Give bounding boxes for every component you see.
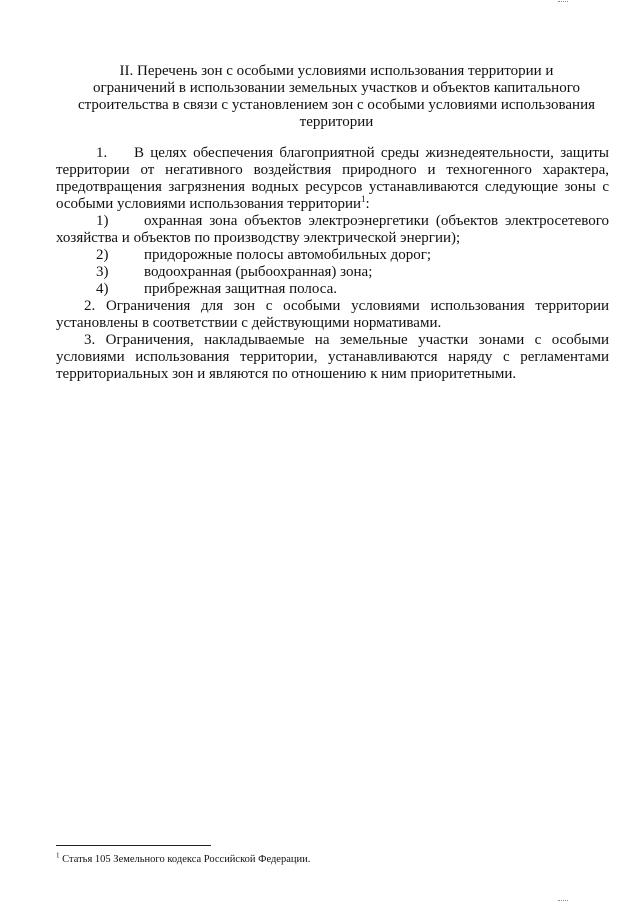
footnote-text: Статья 105 Земельного кодекса Российской Федерации.: [59, 854, 311, 865]
list-item: [56, 247, 609, 264]
list-item-number: 3): [96, 264, 109, 280]
paragraph-1-number: 1.: [96, 145, 108, 161]
footnote-marker: 1: [56, 851, 60, 860]
paragraph-1-text: В целях обеспечения благоприятной среды жизнедеятельности, защиты территории от негативного воздействия природного и техногенного характера, предотвращения загрязнения водных ресурсов устанавливаются следующие зоны с особыми условиями использования территории: [56, 145, 609, 212]
heading-line-4: территории: [299, 114, 374, 130]
footnote: [56, 853, 310, 866]
list-item: [56, 213, 609, 247]
footnote-separator: [56, 845, 211, 846]
section-heading: [55, 63, 618, 131]
list-item-number: 2): [96, 247, 109, 263]
paragraph-1-ending: :: [365, 196, 370, 212]
heading-line-1: II. Перечень зон с особыми условиями использования территории и: [119, 63, 554, 79]
list-item: [56, 281, 609, 298]
footnote-reference[interactable]: 1: [361, 194, 366, 204]
heading-line-2: ограничений в использовании земельных участков и объектов капитального: [93, 80, 580, 96]
paragraph-1: [56, 145, 609, 213]
document-body: [56, 145, 609, 383]
scan-mark-top: [558, 1, 568, 4]
heading-line-3: строительства в связи с установлением зон с особыми условиями использования: [77, 97, 596, 113]
list-item-text: прибрежная защитная полоса.: [144, 281, 338, 297]
paragraph-2: 2. Ограничения для зон с особыми условиями использования территории установлены в соответствии с действующими нормативами.: [56, 298, 609, 331]
scan-mark-bottom: [558, 900, 568, 903]
list-item: [56, 264, 609, 281]
paragraph-3: 3. Ограничения, накладываемые на земельные участки зонами с особыми условиями использования территории, устанавливаются наряду с регламентами территориальных зон и являются по отношению к ним приоритетными.: [56, 332, 609, 382]
list-item-text: охранная зона объектов электроэнергетики (объектов электросетевого хозяйства и объектов по производству электрической энергии);: [56, 213, 609, 246]
list-item-number: 4): [96, 281, 109, 297]
list-item-text: придорожные полосы автомобильных дорог;: [144, 247, 432, 263]
list-item-number: 1): [96, 213, 109, 229]
list-item-text: водоохранная (рыбоохранная) зона;: [144, 264, 373, 280]
